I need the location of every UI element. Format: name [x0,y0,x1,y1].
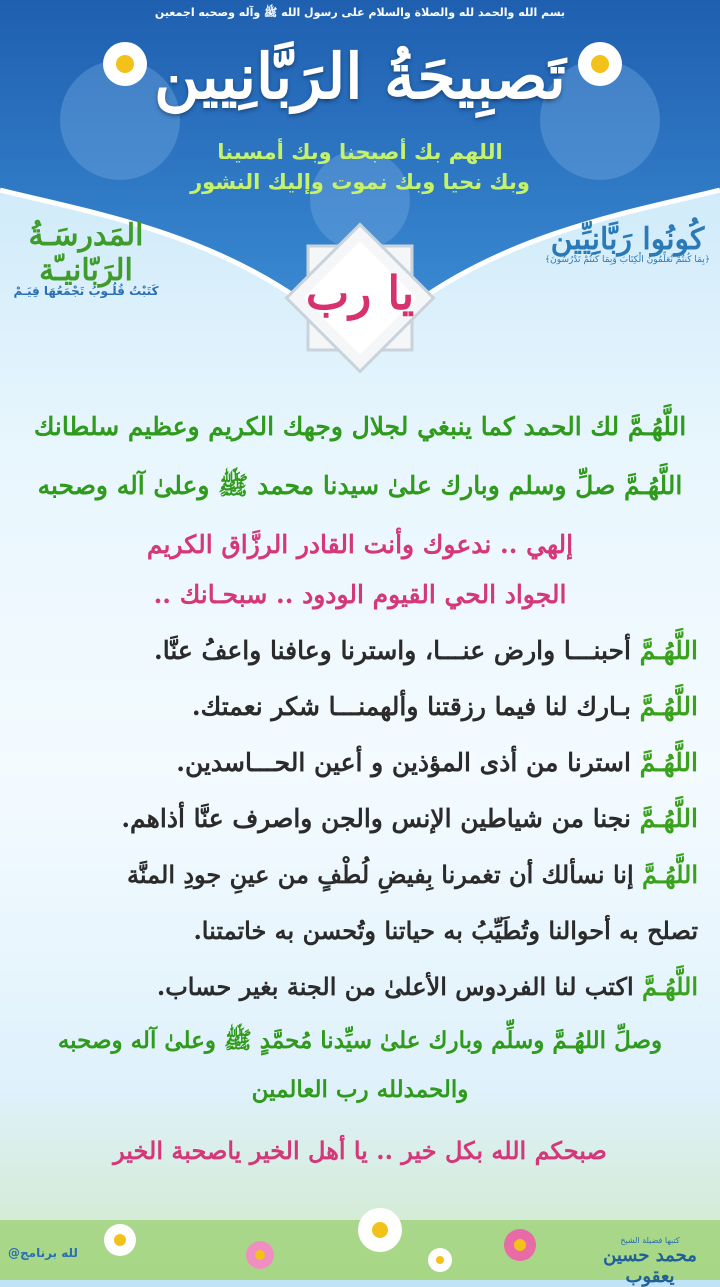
logo-kunu-rabbaniyyin [540,222,715,265]
author-signature [590,1236,710,1287]
flower-icon [104,1224,136,1256]
morning-greeting: صبحكم الله بكل خير .. يا أهل الخير ياصحبة الخير [113,1136,607,1165]
logo-madrasa [6,218,166,298]
logo-kunu-title: كُونُوا رَبَّانِيِّين [550,222,705,257]
dua-row [22,860,698,889]
dua-row [22,692,698,721]
basmala-text: بسم الله والحمد لله والصلاة والسلام على رسول الله ﷺ وآله وصحبه اجمعين [154,6,566,19]
star-calligraphy: يا رب [305,266,415,320]
dua-continuation: تصلح به أحوالنا وتُطَيِّبُ به حياتنا وتُحسن به خاتمتنا. [193,916,698,945]
credit-label: كتبها فضيلة الشيخ [620,1236,680,1245]
dua-row [22,636,698,665]
logo-madrasa-title: المَدرسَـةُ الرَبّانيـّة [28,218,144,288]
dua-row [22,804,698,833]
dua-text: نجنا من شياطين الإنس والجن واصرف عنَّا أذاهم. [121,804,631,833]
dua-prefix: اللَّهُـمَّ [642,972,698,1001]
flower-icon [428,1248,452,1272]
invocation-line-1: إلهي .. ندعوك وأنت القادر الرزَّاق الكريم [146,530,574,559]
invocation-line-2: الجواد الحي القيوم الودود .. سبحـانك .. [153,580,567,609]
signature-text: محمد حسين يعقوب [603,1245,697,1287]
closing-salawat: وصلِّ اللهُـمَّ وسلِّم وبارك علىٰ سيِّدنا مُحمَّدٍ ﷺ وعلىٰ آله وصحبه [57,1027,663,1054]
closing-hamd: والحمدلله رب العالمين [251,1076,469,1103]
dua-text: بـارك لنا فيما رزقتنا وألهمنـــا شكر نعمتك. [191,692,631,721]
dua-text: إنا نسألك أن تغمرنا بِفيضِ لُطْفٍ من عينِ جودِ المنَّة [127,860,634,889]
dua-prefix: اللَّهُـمَّ [639,804,698,833]
page-title: تَصبِيحَةُ الرَبَّانِيين [154,40,566,113]
subtitle-line-2: وبك نحيا وبك نموت وإليك النشور [190,170,530,194]
subtitle-line-1: اللهم بك أصبحنا وبك أمسينا [217,140,503,164]
dua-text: أحبنـــا وارض عنـــا، واسترنا وعافنا واعفُ عنَّا. [154,636,631,665]
dua-prefix: اللَّهُـمَّ [642,860,698,889]
salawat-line: اللَّهُـمَّ صلِّ وسلم وبارك علىٰ سيدنا محمد ﷺ وعلىٰ آله وصحبه [37,471,683,500]
dua-text: استرنا من أذى المؤذين و أعين الحـــاسدين. [176,748,631,777]
dua-prefix: اللَّهُـمَّ [639,692,698,721]
dua-text: اكتب لنا الفردوس الأعلىٰ من الجنة بغير حساب. [156,972,634,1001]
dua-prefix: اللَّهُـمَّ [639,748,698,777]
logo-madrasa-tagline: كَتَبْتُ قُلُـوبُ تَجْمَعُهَا قِيَـمْ [13,284,159,298]
dua-prefix: اللَّهُـمَّ [639,636,698,665]
flower-icon [246,1241,274,1269]
flower-icon [504,1229,536,1261]
logo-kunu-tagline: ﴿بِمَا كُنتُمْ تُعَلِّمُونَ الْكِتَابَ وَبِمَا كُنتُمْ تَدْرُسُونَ﴾ [544,255,711,265]
flower-icon [358,1208,402,1252]
praise-line: اللَّهُـمَّ لك الحمد كما ينبغي لجلال وجهك الكريم وعظيم سلطانك [33,412,687,441]
dua-row [22,748,698,777]
dua-row [22,972,698,1001]
channel-handle: @لله برنامج [8,1246,78,1260]
